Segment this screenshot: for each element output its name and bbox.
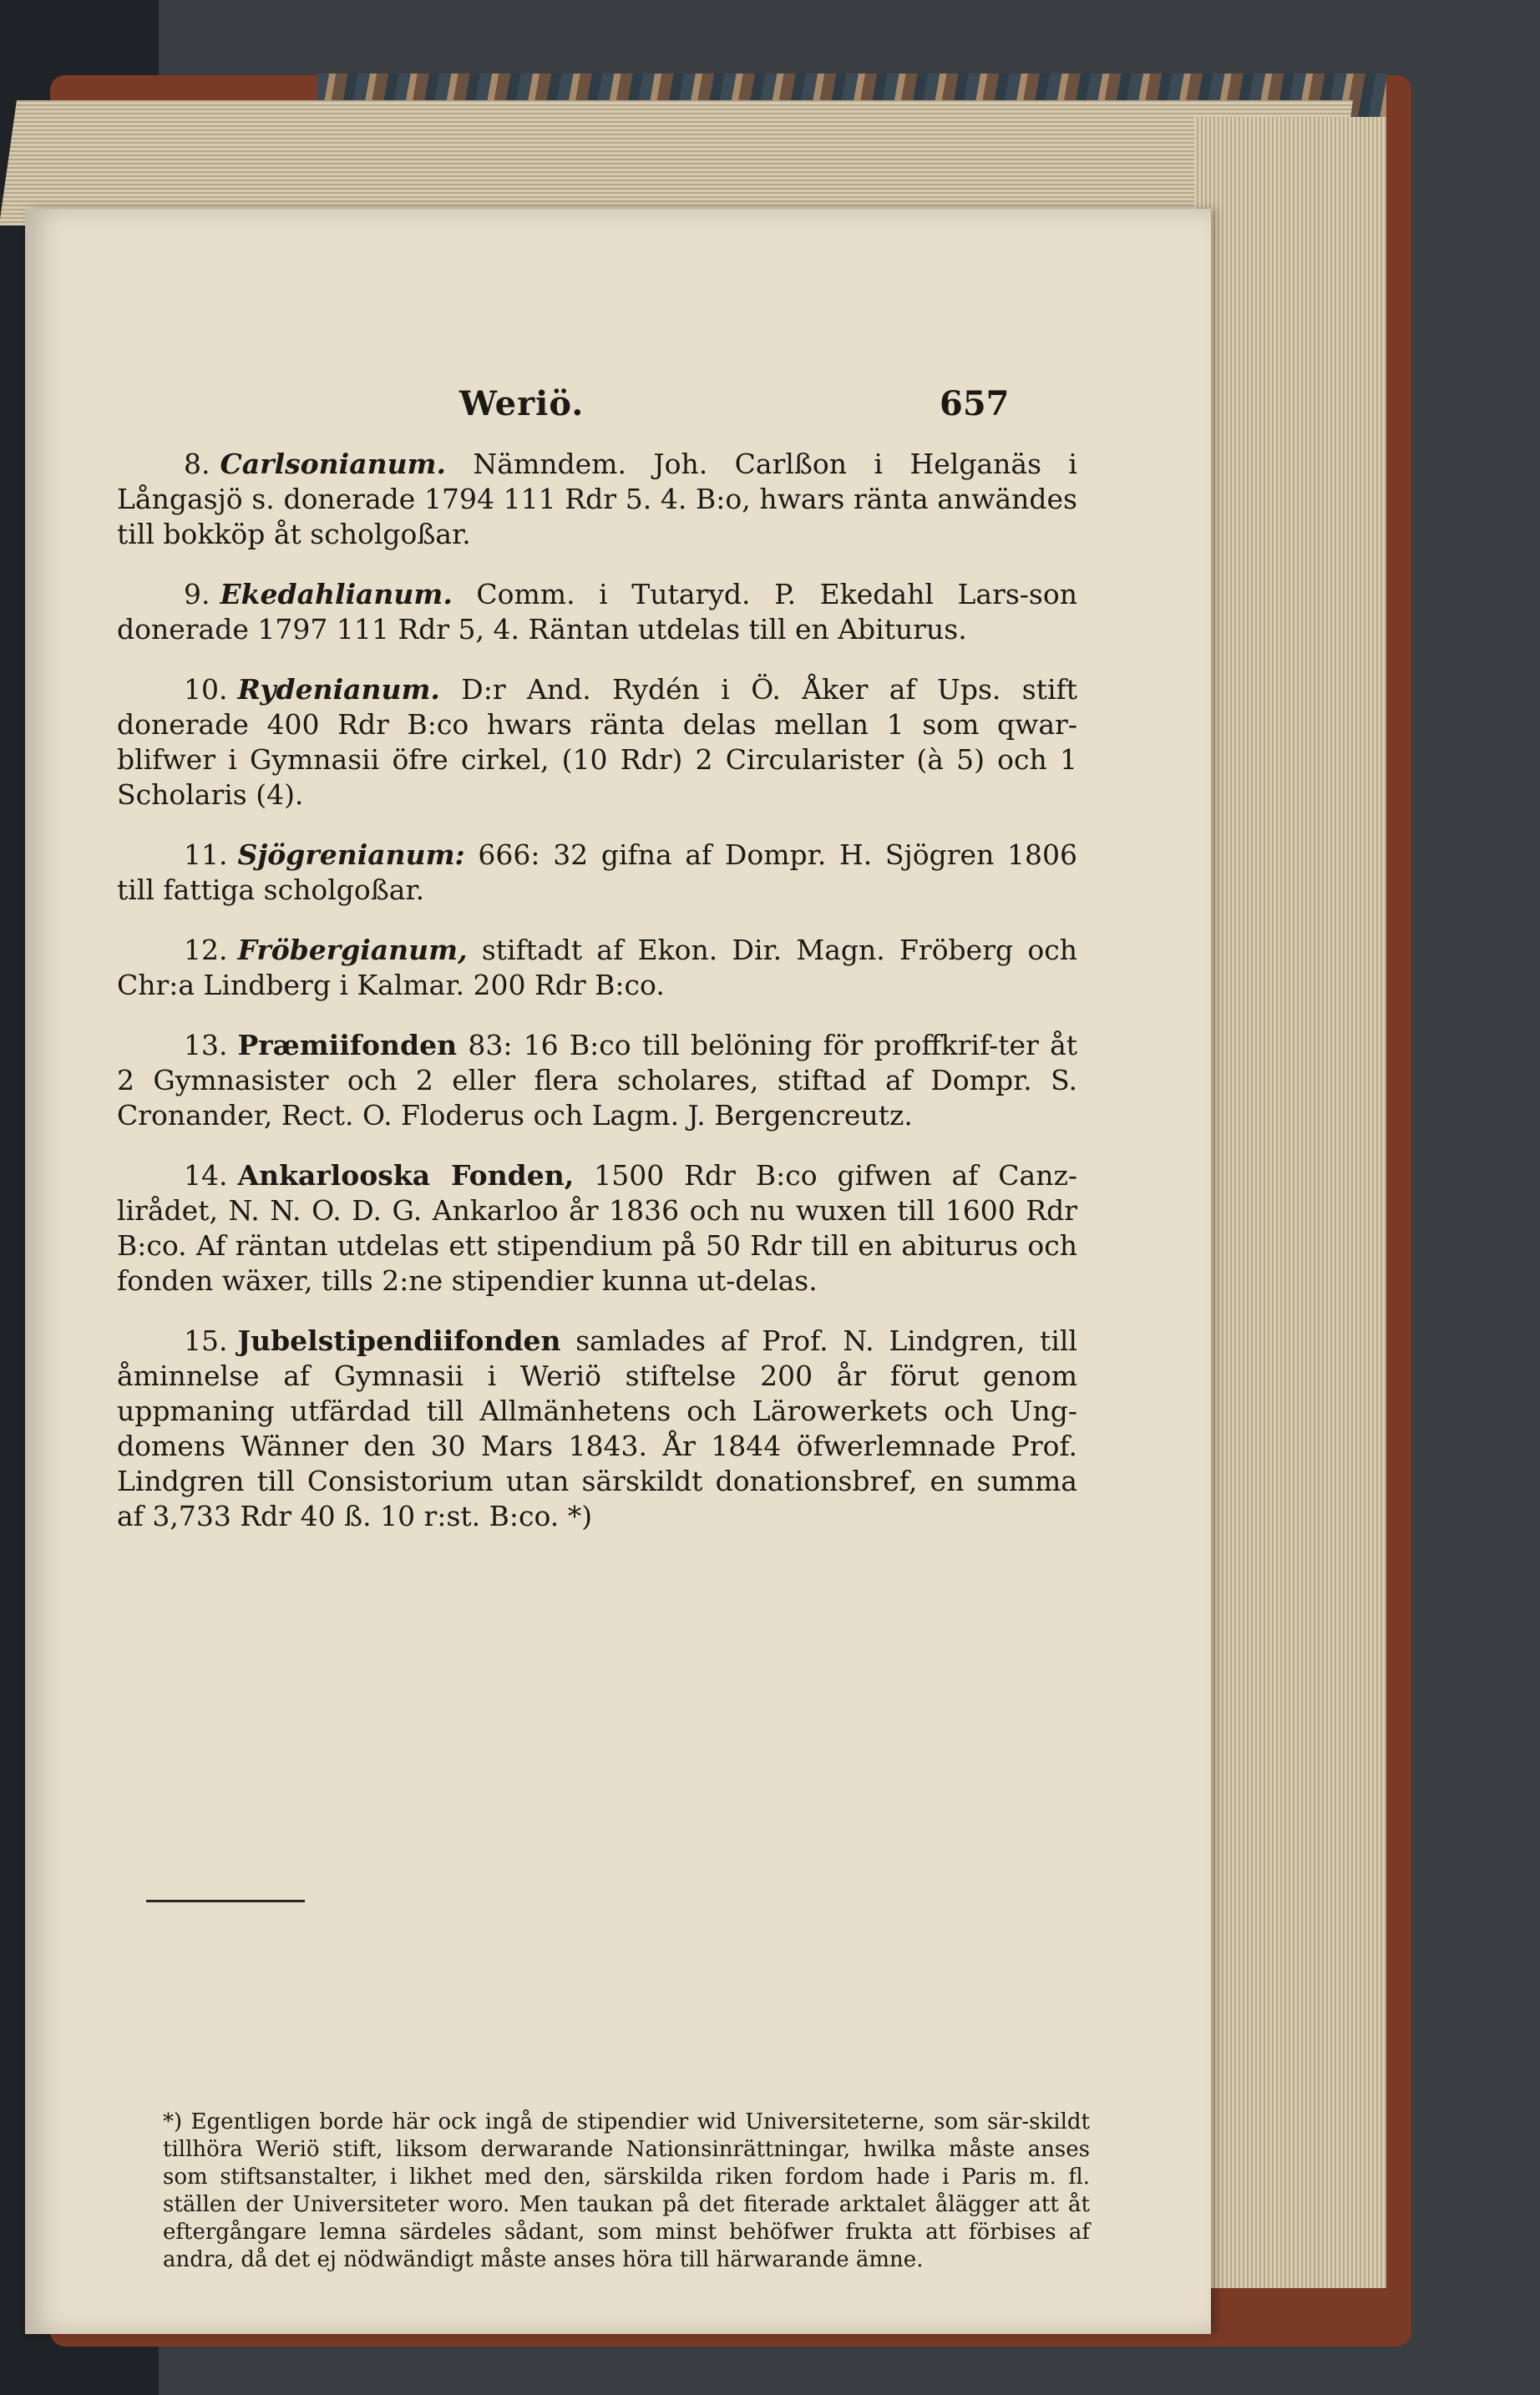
entry-text: 666: 32 gifna af Dompr. H. Sjögren 1806 till fattiga scholgoßar. [117, 838, 1077, 906]
running-head: Weriö. [459, 384, 585, 423]
entry-number: 10. [184, 673, 228, 706]
page-stack-top [0, 100, 1353, 225]
entry-number: 8. [184, 448, 210, 480]
entry-sjogrenianum [117, 838, 1077, 908]
entry-text: stiftadt af Ekon. Dir. Magn. Fröberg och Chr:a Lindberg i Kalmar. 200 Rdr B:co. [117, 934, 1077, 1001]
entry-number: 9. [184, 578, 210, 610]
entry-text: Comm. i Tutaryd. P. Ekedahl Lars-son donerade 1797 111 Rdr 5, 4. Räntan utdelas till en Abiturus. [117, 578, 1077, 646]
entry-ankarlooska-fonden [117, 1158, 1077, 1299]
entry-praemiifonden [117, 1028, 1077, 1133]
page-stack-edge [1194, 117, 1386, 2288]
entry-text: Nämndem. Joh. Carlßon i Helganäs i Långasjö s. donerade 1794 111 Rdr 5. 4. B:o, hwars ränta anwändes till bokköp åt scholgoßar. [117, 448, 1077, 550]
page-header [25, 384, 1211, 434]
entry-text: 1500 Rdr B:co gifwen af Canz-lirådet, N. N. O. D. G. Ankarloo år 1836 och nu wuxen till 1600 Rdr B:co. Af räntan utdelas ett stipendium på 50 Rdr till en abiturus och fonden wäxer, tills 2:ne stipendier kunna ut-delas. [117, 1159, 1078, 1297]
entry-title: Præmiifonden [237, 1029, 458, 1061]
footnote-rule [146, 1900, 305, 1902]
entry-title: Carlsonianum. [220, 448, 446, 480]
book-page [25, 209, 1211, 2334]
entry-title: Ekedahlianum. [220, 578, 453, 610]
page-number: 657 [940, 384, 1010, 423]
entry-jubelstipendiifonden [117, 1324, 1077, 1534]
entry-carlsonianum [117, 447, 1077, 552]
entry-number: 11. [184, 838, 228, 871]
entry-text: samlades af Prof. N. Lindgren, till åminnelse af Gymnasii i Weriö stiftelse 200 år förut genom uppmaning utfärdad till Allmänhetens och Lärowerkets och Ung-domens Wänner den 30 Mars 1843. År 1844 öfwerlemnade Prof. Lindgren till Consistorium utan särskildt donationsbref, en summa af 3,733 Rdr 40 ß. 10 r:st. B:co. *) [117, 1324, 1077, 1532]
entry-number: 14. [184, 1159, 228, 1192]
entry-rydenianum [117, 672, 1077, 813]
entry-title: Jubelstipendiifonden [237, 1324, 561, 1357]
page-body [117, 447, 1077, 1559]
entry-title: Fröbergianum, [237, 934, 468, 966]
entry-ekedahlianum [117, 577, 1077, 647]
entry-number: 13. [184, 1029, 228, 1061]
entry-text: 83: 16 B:co till belöning för proffkrif-ter åt 2 Gymnasister och 2 eller flera scholares, stiftad af Dompr. S. Cronander, Rect. O. Floderus och Lagm. J. Bergencreutz. [117, 1029, 1078, 1132]
entry-text: D:r And. Rydén i Ö. Åker af Ups. stift donerade 400 Rdr B:co hwars ränta delas mellan 1 som qwar-blifwer i Gymnasii öfre cirkel, (10 Rdr) 2 Circularister (à 5) och 1 Scholaris (4). [117, 673, 1077, 811]
entry-title: Rydenianum. [237, 673, 440, 706]
footnote: *) Egentligen borde här ock ingå de stipendier wid Universiteterne, som sär-skildt tillhöra Weriö stift, liksom derwarande Nationsinrättningar, hwilka måste anses som stiftsanstalter, i likhet med den, särskilda riken fordom hade i Paris m. fl. ställen der Universiteter woro. Men taukan på det fiterade arktalet ålägger att åt eftergångare lemna särdeles sådant, som minst behöfwer frukta att förbises af andra, då det ej nödwändigt måste anses höra till härwarande ämne. [163, 2109, 1090, 2272]
entry-number: 15. [184, 1324, 228, 1357]
entry-title: Sjögrenianum: [237, 838, 465, 871]
entry-frobergianum [117, 933, 1077, 1003]
entry-title: Ankarlooska Fonden, [237, 1159, 575, 1192]
entry-number: 12. [184, 934, 228, 966]
